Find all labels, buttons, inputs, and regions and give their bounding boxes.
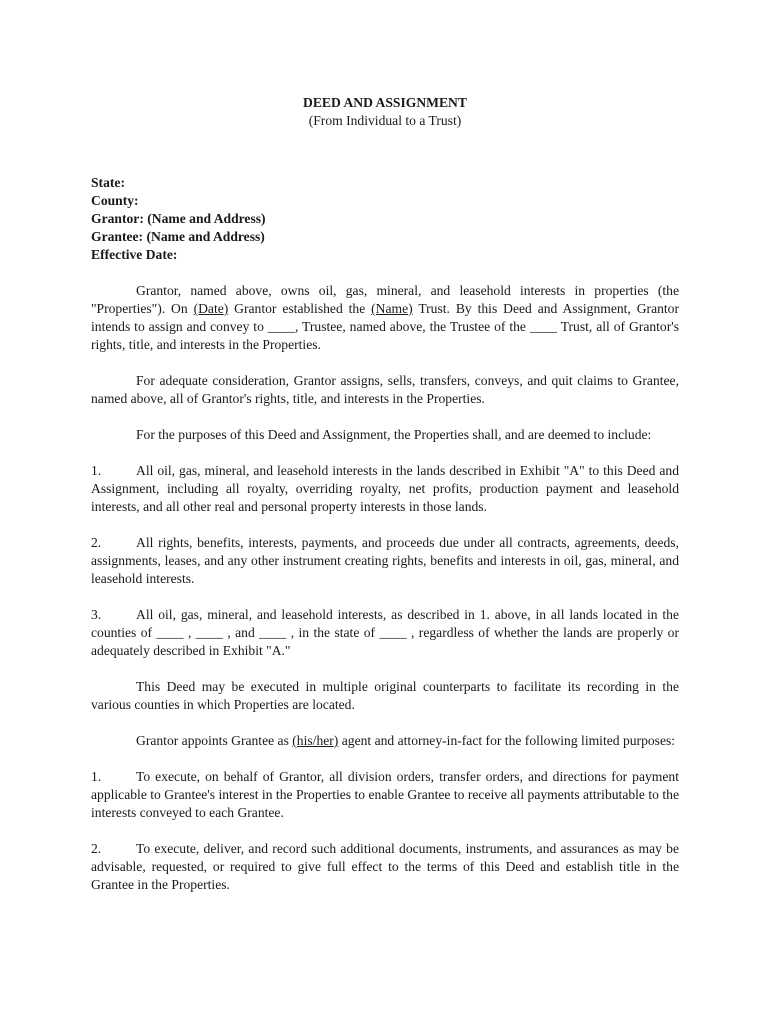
purpose-item-2 xyxy=(91,840,679,894)
ownership-text-b: Grantor established the xyxy=(228,301,372,316)
pronoun-placeholder: (his/her) xyxy=(292,733,339,748)
item-text: To execute, deliver, and record such additional documents, instruments, and assurances as may be advisable, requested, or required to give full effect to the terms of this Deed and establish title in the Grantee in the Properties. xyxy=(91,841,679,892)
ownership-text-c: Trust. By this Deed and Assignment, Grantor intends to assign and convey to ____, Trustee, named above, the Trustee of the ____ Trust, all of Grantor's rights, title, and interests in the Properties. xyxy=(91,301,679,352)
item-number: 3. xyxy=(91,607,102,622)
appointment-text-a: Grantor appoints Grantee as xyxy=(136,733,293,748)
date-placeholder: (Date) xyxy=(193,301,229,316)
state-field: State: xyxy=(91,175,125,190)
grantor-field: Grantor: (Name and Address) xyxy=(91,211,266,226)
properties-definition-paragraph: For the purposes of this Deed and Assignment, the Properties shall, and are deemed to include: xyxy=(136,427,652,442)
ownership-paragraph xyxy=(91,282,679,354)
consideration-paragraph: For adequate consideration, Grantor assigns, sells, transfers, conveys, and quit claims to Grantee, named above, all of Grantor's rights, title, and interests in the Properties. xyxy=(91,373,679,406)
item-number: 1. xyxy=(91,463,102,478)
item-number: 2. xyxy=(91,535,102,550)
item-number: 1. xyxy=(91,769,102,784)
document-title: DEED AND ASSIGNMENT xyxy=(303,95,467,110)
effective-date-field: Effective Date: xyxy=(91,247,178,262)
item-text: All rights, benefits, interests, payments, and proceeds due under all contracts, agreements, deeds, assignments, leases, and any other instrument creating rights, benefits and interests in oil, gas, mineral, and leasehold interests. xyxy=(91,535,679,586)
grantee-field: Grantee: (Name and Address) xyxy=(91,229,265,244)
item-text: All oil, gas, mineral, and leasehold interests, as described in 1. above, in all lands located in the counties of ____ , ____ , and ____ , in the state of ____ , regardless of whether the lands are properly or adequately described in Exhibit "A." xyxy=(91,607,679,658)
item-text: All oil, gas, mineral, and leasehold interests in the lands described in Exhibit "A" to this Deed and Assignment, including all royalty, overriding royalty, net profits, production payment and leasehold interests, and all other real and personal property interests in those lands. xyxy=(91,463,679,514)
property-item-2 xyxy=(91,534,679,588)
purpose-item-1 xyxy=(91,768,679,822)
ownership-text-a: Grantor, named above, owns oil, gas, mineral, and leasehold interests in properties (the "Properties"). On xyxy=(91,283,679,316)
appointment-paragraph xyxy=(91,732,679,750)
appointment-text-b: agent and attorney-in-fact for the following limited purposes: xyxy=(338,733,676,748)
name-placeholder: (Name) xyxy=(371,301,413,316)
item-text: To execute, on behalf of Grantor, all division orders, transfer orders, and directions for payment applicable to Grantee's interest in the Properties to enable Grantee to receive all payments attributable to the interests conveyed to each Grantee. xyxy=(91,769,679,820)
property-item-3 xyxy=(91,606,679,660)
document-subtitle: (From Individual to a Trust) xyxy=(308,113,462,128)
document-page xyxy=(91,94,679,894)
county-field: County: xyxy=(91,193,139,208)
item-number: 2. xyxy=(91,841,102,856)
counterparts-paragraph: This Deed may be executed in multiple original counterparts to facilitate its recording in the various counties in which Properties are located. xyxy=(91,679,679,712)
party-fields xyxy=(91,174,679,264)
property-item-1 xyxy=(91,462,679,516)
